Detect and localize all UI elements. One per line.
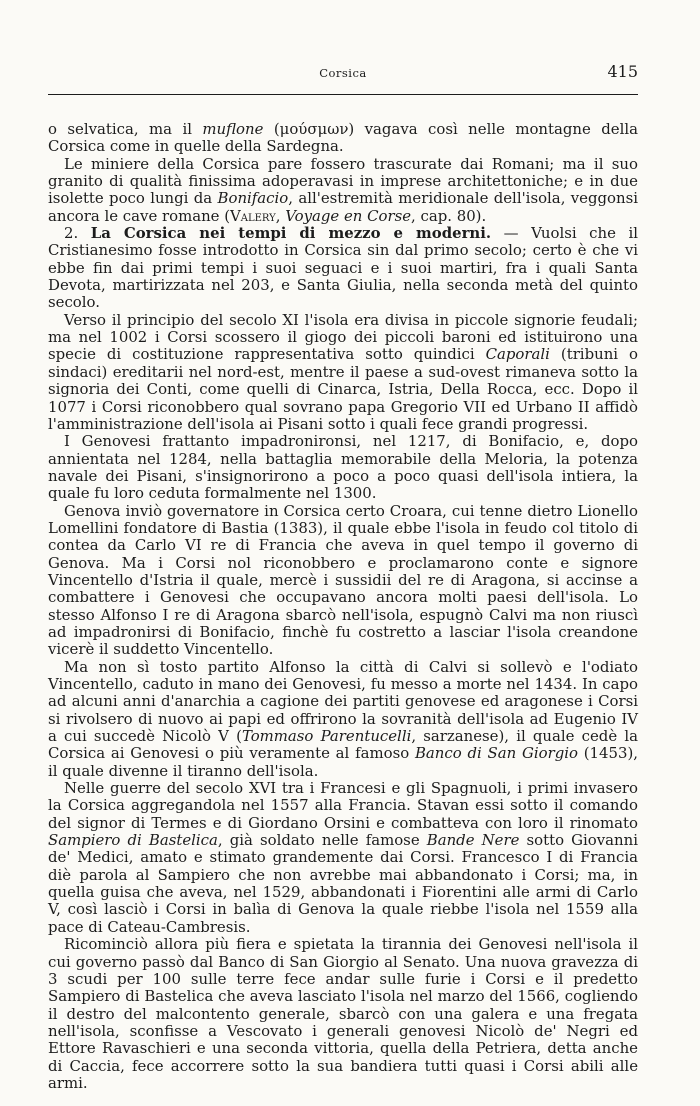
italic-text: Sampiero di Bastelica xyxy=(48,831,218,850)
italic-text: Bonifacio xyxy=(217,189,289,208)
text-run: , già soldato nelle famose xyxy=(217,831,427,850)
text-run: o selvatica, ma il xyxy=(48,120,203,138)
text-run: Genova inviò governatore in Corsica certo Croara, cui tenne dietro Lionello Lomellini fondatore di Bastia (1383), il quale ebbe l'isola in feudo col titolo di contea da Carlo VI re di Francia che aveva in quel tempo il governo di Genova. Ma i Corsi nol riconobbero e proclamarono conte e signore Vincentello d'Istria il quale, mercè i sussidii del re di Aragona, si accinse a combattere i Genovesi che occupavano ancora molti paesi dell'isola. Lo stesso Alfonso I re di Aragona sbarcò nell'isola, espugnò Calvi ma non riuscì ad impadronirsi di Bonifacio, finchè fu costretto a lasciar l'isola creandone vicerè il suddetto Vincentello. xyxy=(48,501,638,659)
text-run: Ricominciò allora più fiera e spietata la tirannia dei Genovesi nell'isola il cui governo passò dal Banco di San Giorgio al Senato. Una nuova gravezza di 3 scudi per 100 sulle terre fece andar sulle furie i Corsi e il predetto Sampiero di Bastelica che aveva lasciato l'isola nel marzo del 1566, cogliendo il destro del malcontento generale, sbarcò con una galera e una fregata nell'isola, sconfisse a Vescovato i generali genovesi Nicolò de' Negri ed Ettore Ravaschieri e una seconda vittoria, quella della Petriera, detta anche di Caccia, fece accorrere sotto la sua bandiera tutti quasi i Corsi abili alle armi. xyxy=(48,935,638,1092)
text-run: Verso il principio del secolo XI l'isola era divisa in piccole signorie feudali; ma nel 1002 i Corsi scossero il giogo dei piccoli baroni ed istituirono una specie di costituzione rappresentativa sotto quindici xyxy=(48,310,638,364)
paragraph xyxy=(48,225,638,312)
italic-text: Caporali xyxy=(485,345,550,364)
page-number: 415 xyxy=(607,62,638,81)
text-run: (tribuni o sindaci) ereditarii nel nord-est, mentre il paese a sud-ovest rimaneva sotto la signoria dei Conti, come quelli di Cinarca, Istria, Della Rocca, ecc. Dopo il 1077 i Corsi riconobbero qual sovrano papa Gregorio VII ed Urbano II affidò l'amministrazione dell'isola ai Pisani sotto i quali fece grandi progressi. xyxy=(48,345,638,433)
section-heading: La Corsica nei tempi di mezzo e moderni. xyxy=(90,224,492,243)
text-run: 2. xyxy=(64,224,91,243)
text-run: Nelle guerre del secolo XVI tra i Francesi e gli Spagnuoli, i primi invasero la Corsica aggregandola nel 1557 alla Francia. Stavan essi sotto il comando del signor di Termes e di Giordano Orsini e combatteva con loro il rinomato xyxy=(48,779,638,832)
text-run: Le miniere della Corsica pare fossero trascurate dai Romani; ma il suo granito di qualità finissima adoperavasi in imprese architettoniche; e in due isolette poco lungi da xyxy=(48,154,638,208)
text-run: (μούσμων) vagava così nelle montagne della Corsica come in quelle della Sardegna. xyxy=(48,120,638,156)
text-run: , cap. 80). xyxy=(411,206,487,225)
paragraph xyxy=(48,121,638,156)
paragraph xyxy=(48,156,638,225)
text-run: — Vuolsi che il Cristianesimo fosse introdotto in Corsica sin dal primo secolo; certo è che vi ebbe fin dai primi tempi i suoi seguaci e i suoi martiri, fra i quali Santa Devota, martirizzata nel 203, e Santa Giulia, nella seconda metà del quinto secolo. xyxy=(48,224,638,312)
author-name: Valery xyxy=(230,206,276,225)
italic-text: Bande Nere xyxy=(426,831,520,850)
text-run: (1453), il quale divenne il tiranno dell'isola. xyxy=(48,744,638,780)
paragraph xyxy=(48,503,638,659)
italic-text: Tommaso Parentucelli xyxy=(241,727,412,746)
text-run: Ma non sì tosto partito Alfonso la città di Calvi si sollevò e l'odiato Vincentello, caduto in mano dei Genovesi, fu messo a morte nel 1434. In capo ad alcuni anni d'anarchia a cagione dei partiti genovese ed aragonese i Corsi si rivolsero di nuovo ai papi ed offrirono la sovranità dell'isola ad Eugenio IV a cui succedè Nicolò V ( xyxy=(48,657,638,746)
italic-text: Banco di San Giorgio xyxy=(414,744,578,763)
body-text xyxy=(48,121,638,1092)
paragraph xyxy=(48,936,638,1092)
running-title: Corsica xyxy=(319,66,367,80)
italic-text: Voyage en Corse xyxy=(285,206,412,225)
page-header xyxy=(48,62,638,86)
text-run: , xyxy=(275,206,286,225)
text-run: , all'estremità meridionale dell'isola, veggonsi ancora le cave romane ( xyxy=(48,189,639,225)
paragraph xyxy=(48,780,638,936)
paragraph xyxy=(48,433,638,502)
paragraph xyxy=(48,659,638,780)
paragraph xyxy=(48,312,638,433)
text-run: sotto Giovanni de' Medici, amato e stimato grandemente dai Corsi. Francesco I di Francia diè parola al Sampiero che non avrebbe mai abbandonato i Corsi; ma, in quella guisa che aveva, nel 1529, abbandonati i Fiorentini alle armi di Carlo V, così lasciò i Corsi in balìa di Genova la quale riebbe l'isola nel 1559 alla pace di Cateau-Cambresis. xyxy=(48,831,638,936)
text-run: I Genovesi frattanto impadronironsi, nel 1217, di Bonifacio, e, dopo annientata nel 1284, nella battaglia memorabile della Meloria, la potenza navale dei Pisani, s'insignorirono a poco a poco quasi dell'isola intiera, la quale fu loro ceduta formalmente nel 1300. xyxy=(48,432,638,503)
header-rule xyxy=(48,94,638,95)
text-run: , sarzanese), il quale cedè la Corsica ai Genovesi o più veramente al famoso xyxy=(48,727,638,763)
italic-text: muflone xyxy=(202,120,264,138)
